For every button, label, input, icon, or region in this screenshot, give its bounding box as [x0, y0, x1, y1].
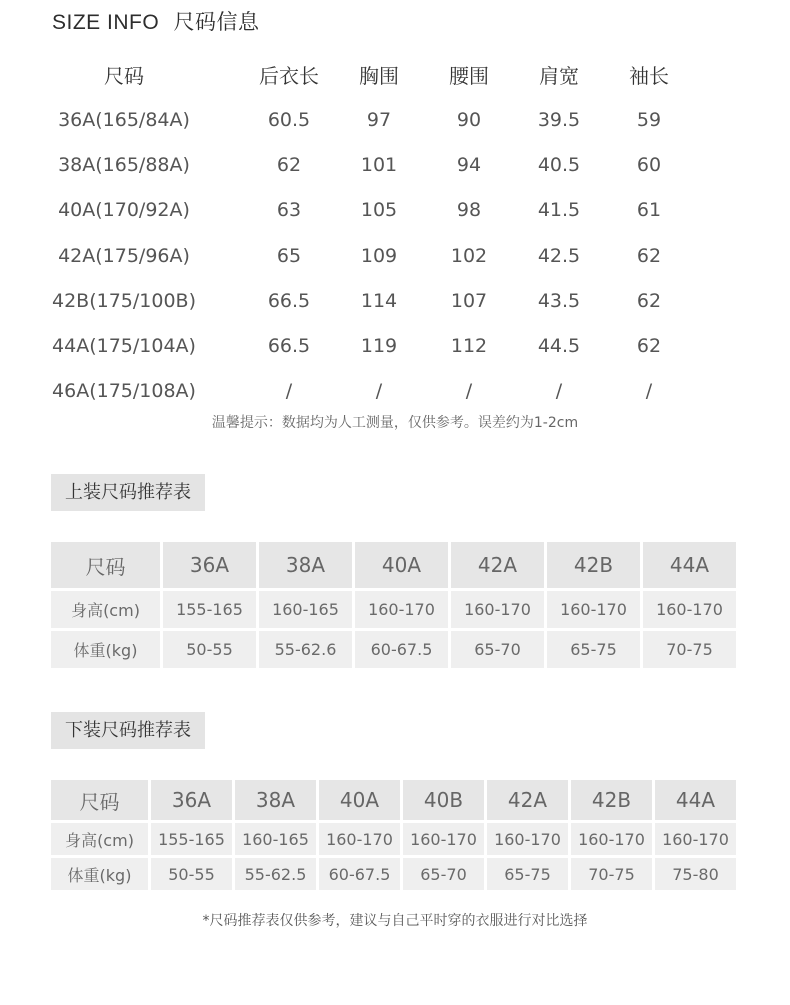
size-label-cell: 40A(170/92A) [58, 199, 190, 222]
page-title [52, 6, 260, 36]
size-label-cell: 46A(175/108A) [52, 380, 196, 403]
chart-row [51, 858, 736, 890]
measurement-cell: / [645, 380, 653, 403]
measurement-cell: 107 [450, 289, 488, 312]
chart-header-label: 尺码 [51, 780, 148, 820]
chart-cell: 160-170 [487, 823, 568, 855]
chart-cell: 160-170 [547, 591, 640, 628]
size-info-header: 尺码 [104, 64, 144, 88]
size-info-table [44, 52, 744, 414]
size-label-cell: 38A(165/88A) [58, 153, 190, 176]
chart-cell: 65-75 [487, 858, 568, 890]
chart-cell: 160-170 [571, 823, 652, 855]
size-info-header: 腰围 [449, 64, 489, 88]
measurement-cell: 62 [276, 153, 302, 176]
chart-cell: 160-170 [319, 823, 400, 855]
measurement-cell: 60 [636, 153, 662, 176]
footnote: *尺码推荐表仅供参考，建议与自己平时穿的衣服进行对比选择 [202, 913, 588, 929]
chart-cell: 55-62.5 [235, 858, 316, 890]
size-info-row [44, 323, 744, 368]
size-info-row [44, 97, 744, 142]
measurement-cell: 102 [450, 244, 488, 267]
chart-cell: 160-170 [355, 591, 448, 628]
chart-size-header: 44A [643, 542, 736, 588]
measurement-cell: / [465, 380, 473, 403]
page-title-cn: 尺码信息 [173, 10, 260, 34]
page-title-en: SIZE INFO [52, 11, 160, 34]
chart-size-header: 40B [403, 780, 484, 820]
measurement-cell: 61 [636, 199, 662, 222]
chart-cell: 60-67.5 [355, 631, 448, 668]
measurement-cell: 98 [456, 199, 482, 222]
size-label-cell: 42A(175/96A) [58, 244, 190, 267]
chart-row-label: 身高(cm) [51, 823, 148, 855]
measurement-cell: 62 [636, 289, 662, 312]
chart-cell: 160-170 [655, 823, 736, 855]
chart-size-header: 42A [487, 780, 568, 820]
size-info-header: 胸围 [359, 64, 399, 88]
chart-size-header: 40A [319, 780, 400, 820]
chart-row-label: 体重(kg) [51, 631, 160, 668]
chart-cell: 160-170 [403, 823, 484, 855]
chart-cell: 50-55 [163, 631, 256, 668]
chart-cell: 65-75 [547, 631, 640, 668]
measurement-cell: 44.5 [537, 335, 581, 358]
measurement-cell: / [555, 380, 563, 403]
size-info-body [44, 97, 744, 414]
bottom-chart-label: 下装尺码推荐表 [51, 712, 205, 749]
chart-size-header: 42B [547, 542, 640, 588]
chart-cell: 75-80 [655, 858, 736, 890]
chart-header-row [51, 542, 736, 588]
chart-size-header: 40A [355, 542, 448, 588]
measurement-cell: 66.5 [267, 289, 311, 312]
chart-size-header: 36A [163, 542, 256, 588]
chart-cell: 50-55 [151, 858, 232, 890]
size-info-header-row [44, 52, 744, 97]
measurement-cell: 119 [360, 335, 398, 358]
size-info-row [44, 278, 744, 323]
measurement-cell: 114 [360, 289, 398, 312]
measurement-cell: 59 [636, 108, 662, 131]
size-label-cell: 44A(175/104A) [52, 335, 196, 358]
chart-size-header: 42A [451, 542, 544, 588]
chart-cell: 160-170 [643, 591, 736, 628]
chart-cell: 160-165 [235, 823, 316, 855]
measurement-cell: 90 [456, 108, 482, 131]
size-info-header: 袖长 [629, 64, 669, 88]
measurement-cell: 112 [450, 335, 488, 358]
size-label-cell: 36A(165/84A) [58, 108, 190, 131]
chart-header-row [51, 780, 736, 820]
chart-row-label: 身高(cm) [51, 591, 160, 628]
measurement-cell: 62 [636, 335, 662, 358]
chart-cell: 70-75 [571, 858, 652, 890]
measurement-cell: 101 [360, 153, 398, 176]
chart-row-label: 体重(kg) [51, 858, 148, 890]
top-size-chart [48, 539, 739, 671]
chart-size-header: 38A [259, 542, 352, 588]
chart-size-header: 44A [655, 780, 736, 820]
measurement-cell: 62 [636, 244, 662, 267]
measurement-cell: 65 [276, 244, 302, 267]
top-chart-label: 上装尺码推荐表 [51, 474, 205, 511]
measurement-cell: 39.5 [537, 108, 581, 131]
chart-cell: 160-170 [451, 591, 544, 628]
size-info-row [44, 233, 744, 278]
measurement-cell: 109 [360, 244, 398, 267]
chart-row [51, 631, 736, 668]
measurement-cell: 42.5 [537, 244, 581, 267]
measurement-cell: 66.5 [267, 335, 311, 358]
chart-cell: 60-67.5 [319, 858, 400, 890]
measurement-cell: / [285, 380, 293, 403]
chart-row [51, 823, 736, 855]
chart-size-header: 42B [571, 780, 652, 820]
size-info-row [44, 369, 744, 414]
size-info-row [44, 188, 744, 233]
chart-cell: 65-70 [403, 858, 484, 890]
chart-cell: 155-165 [163, 591, 256, 628]
chart-cell: 155-165 [151, 823, 232, 855]
bottom-size-chart [48, 777, 739, 893]
measurement-cell: 63 [276, 199, 302, 222]
chart-header-label: 尺码 [51, 542, 160, 588]
chart-size-header: 38A [235, 780, 316, 820]
measurement-cell: 105 [360, 199, 398, 222]
size-info-header: 后衣长 [259, 64, 319, 88]
chart-size-header: 36A [151, 780, 232, 820]
size-info-row [44, 142, 744, 187]
measurement-cell: 94 [456, 153, 482, 176]
measurement-cell: / [375, 380, 383, 403]
chart-cell: 70-75 [643, 631, 736, 668]
chart-cell: 160-165 [259, 591, 352, 628]
size-label-cell: 42B(175/100B) [51, 289, 196, 312]
measurement-cell: 40.5 [537, 153, 581, 176]
chart-cell: 55-62.6 [259, 631, 352, 668]
chart-cell: 65-70 [451, 631, 544, 668]
size-info-header: 肩宽 [539, 64, 579, 88]
measurement-cell: 43.5 [537, 289, 581, 312]
measurement-cell: 97 [366, 108, 392, 131]
measurement-cell: 60.5 [267, 108, 311, 131]
chart-row [51, 591, 736, 628]
measurement-note: 温馨提示：数据均为人工测量，仅供参考。误差约为1-2cm [211, 415, 579, 431]
measurement-cell: 41.5 [537, 199, 581, 222]
